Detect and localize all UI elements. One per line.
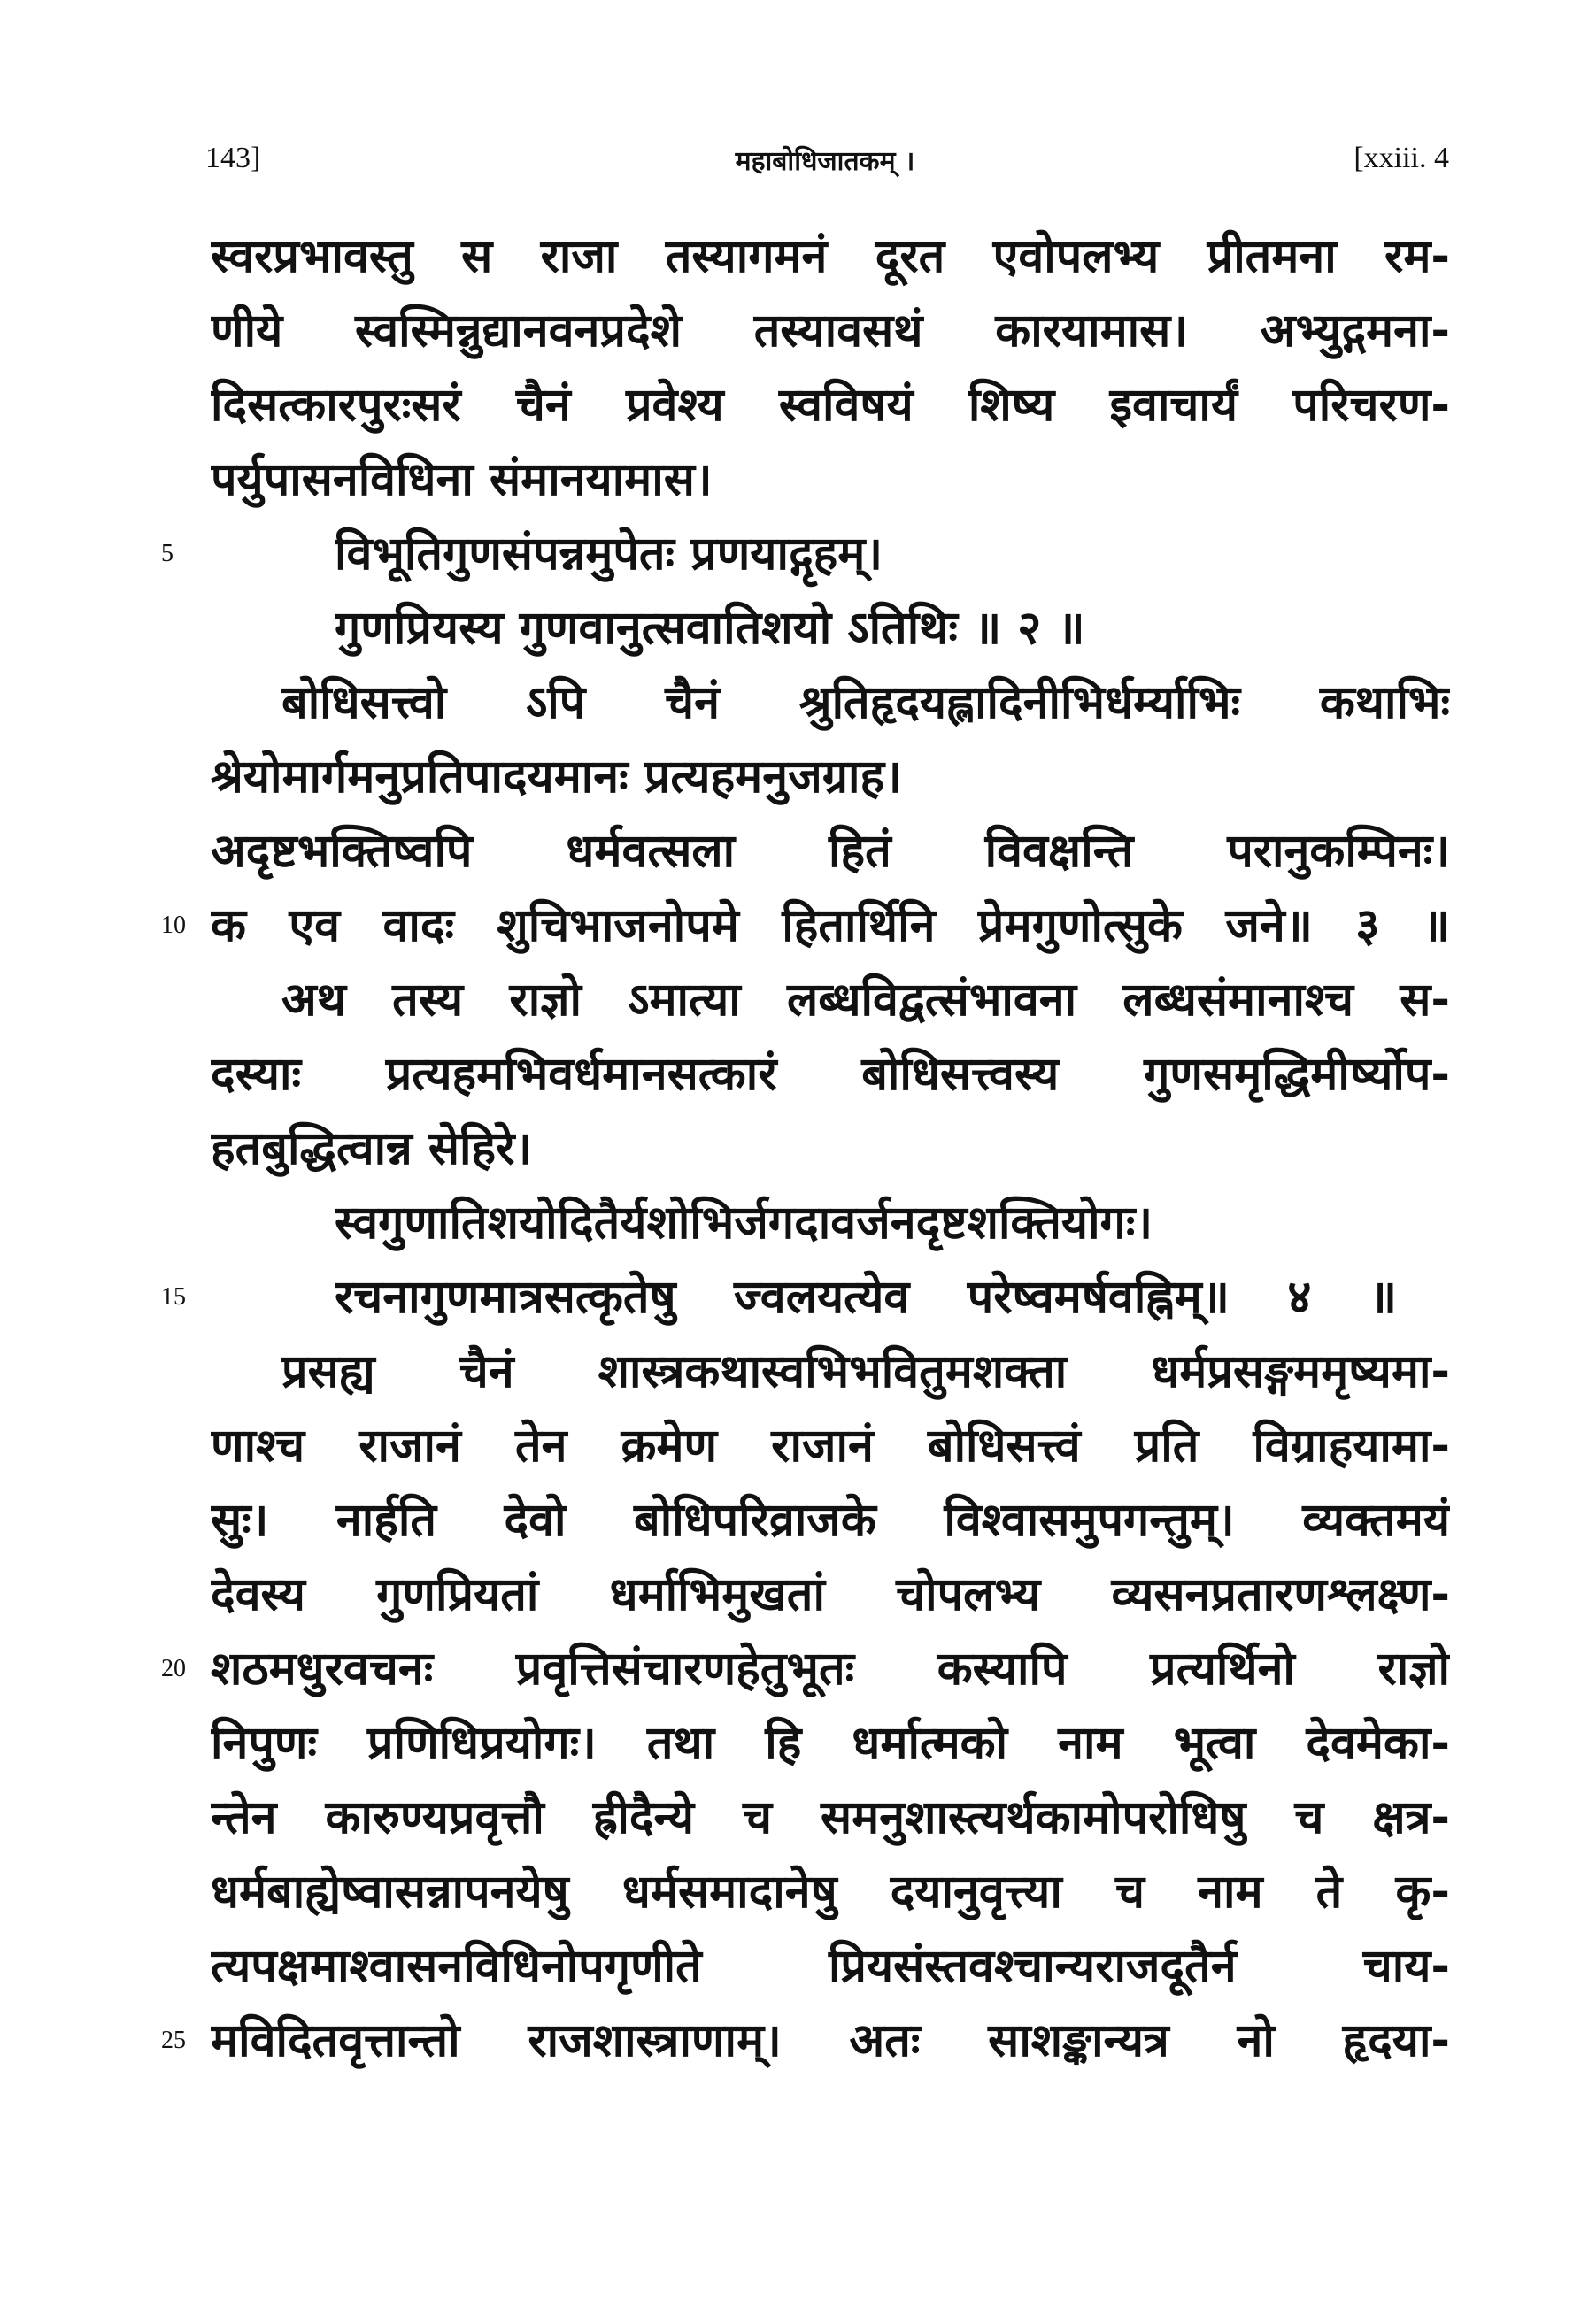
text-line: सुः। नार्हति देवो बोधिपरिव्राजके विश्वासमुपगन्तुम्। व्यक्तमयं — [211, 1494, 1450, 1547]
verse-line: क एव वादः शुचिभाजनोपमे हितार्थिनि प्रेमगुणोत्सुके जने॥ ३ ॥ — [211, 899, 1450, 952]
text-line: श्रेयोमार्गमनुप्रतिपादयमानः प्रत्यहमनुजग्राह। — [211, 750, 902, 804]
text-line: पर्युपासनविधिना संमानयामास। — [211, 453, 713, 506]
text-line: णीये स्वस्मिन्नुद्यानवनप्रदेशे तस्यावसथं कारयामास। अभ्युद्गमना- — [211, 304, 1450, 358]
verse-line: विभूतिगुणसंपन्नमुपेतः प्रणयाद्गृहम्। — [335, 527, 883, 581]
text-line: हतबुद्धित्वान्न सेहिरे। — [211, 1122, 533, 1175]
section-reference: [xxiii. 4 — [1353, 142, 1449, 174]
page-number: 143] — [205, 142, 261, 174]
text-line: दिसत्कारपुरःसरं चैनं प्रवेश्य स्वविषयं शिष्य इवाचार्यं परिचरण- — [211, 379, 1450, 432]
verse-line: अदृष्टभक्तिष्वपि धर्मवत्सला हितं विवक्षन्ति परानुकम्पिनः। — [211, 825, 1450, 878]
text-line: देवस्य गुणप्रियतां धर्माभिमुखतां चोपलभ्य व्यसनप्रतारणश्लक्ष्ण- — [211, 1568, 1450, 1621]
text-line: स्वरप्रभावस्तु स राजा तस्यागमनं दूरत एवोपलभ्य प्रीतमना रम- — [211, 230, 1450, 283]
text-line: शठमधुरवचनः प्रवृत्तिसंचारणहेतुभूतः कस्यापि प्रत्यर्थिनो राज्ञो — [211, 1643, 1450, 1696]
text-line: प्रसह्य चैनं शास्त्रकथास्वभिभवितुमशक्ता धर्मप्रसङ्गममृष्यमा- — [281, 1345, 1450, 1398]
line-number: 20 — [161, 1655, 186, 1682]
page-header — [205, 142, 1449, 186]
text-line: मविदितवृत्तान्तो राजशास्त्राणाम्। अतः साशङ्कान्यत्र नो हृदया- — [211, 2014, 1450, 2067]
text-line: दस्याः प्रत्यहमभिवर्धमानसत्कारं बोधिसत्त्वस्य गुणसमृद्धिमीर्ष्योप- — [211, 1048, 1450, 1101]
line-number: 5 — [161, 540, 174, 567]
line-number: 10 — [161, 912, 186, 939]
line-number: 25 — [161, 2027, 186, 2054]
verse-line: रचनागुणमात्रसत्कृतेषु ज्वलयत्येव परेष्वमर्षवह्निम्॥ ४ ॥ — [335, 1271, 1397, 1324]
text-line: अथ तस्य राज्ञो ऽमात्या लब्धविद्वत्संभावना लब्धसंमानाश्च स- — [281, 973, 1450, 1027]
text-line: त्यपक्षमाश्वासनविधिनोपगृणीते प्रियसंस्तवश्चान्यराजदूतैर्न चाय- — [211, 1940, 1450, 1993]
verse-line: स्वगुणातिशयोदितैर्यशोभिर्जगदावर्जनदृष्टशक्तियोगः। — [335, 1197, 1153, 1250]
text-line: धर्मबाह्येष्वासन्नापनयेषु धर्मसमादानेषु दयानुवृत्त्या च नाम ते कृ- — [211, 1866, 1450, 1919]
text-line: न्तेन कारुण्यप्रवृत्तौ ह्रीदैन्ये च समनुशास्त्यर्थकामोपरोधिषु च क्षत्र- — [211, 1791, 1450, 1844]
text-line: णाश्च राजानं तेन क्रमेण राजानं बोधिसत्त्वं प्रति विग्राहयामा- — [211, 1420, 1450, 1473]
running-title: महाबोधिजातकम् । — [735, 146, 915, 177]
text-line: निपुणः प्रणिधिप्रयोगः। तथा हि धर्मात्मको नाम भूत्वा देवमेका- — [211, 1717, 1450, 1770]
line-number: 15 — [161, 1283, 186, 1311]
text-line: बोधिसत्त्वो ऽपि चैनं श्रुतिहृदयह्लादिनीभिर्धर्म्याभिः कथाभिः — [281, 676, 1450, 729]
verse-line: गुणप्रियस्य गुणवानुत्सवातिशयो ऽतिथिः ॥ २ ॥ — [335, 602, 1085, 655]
